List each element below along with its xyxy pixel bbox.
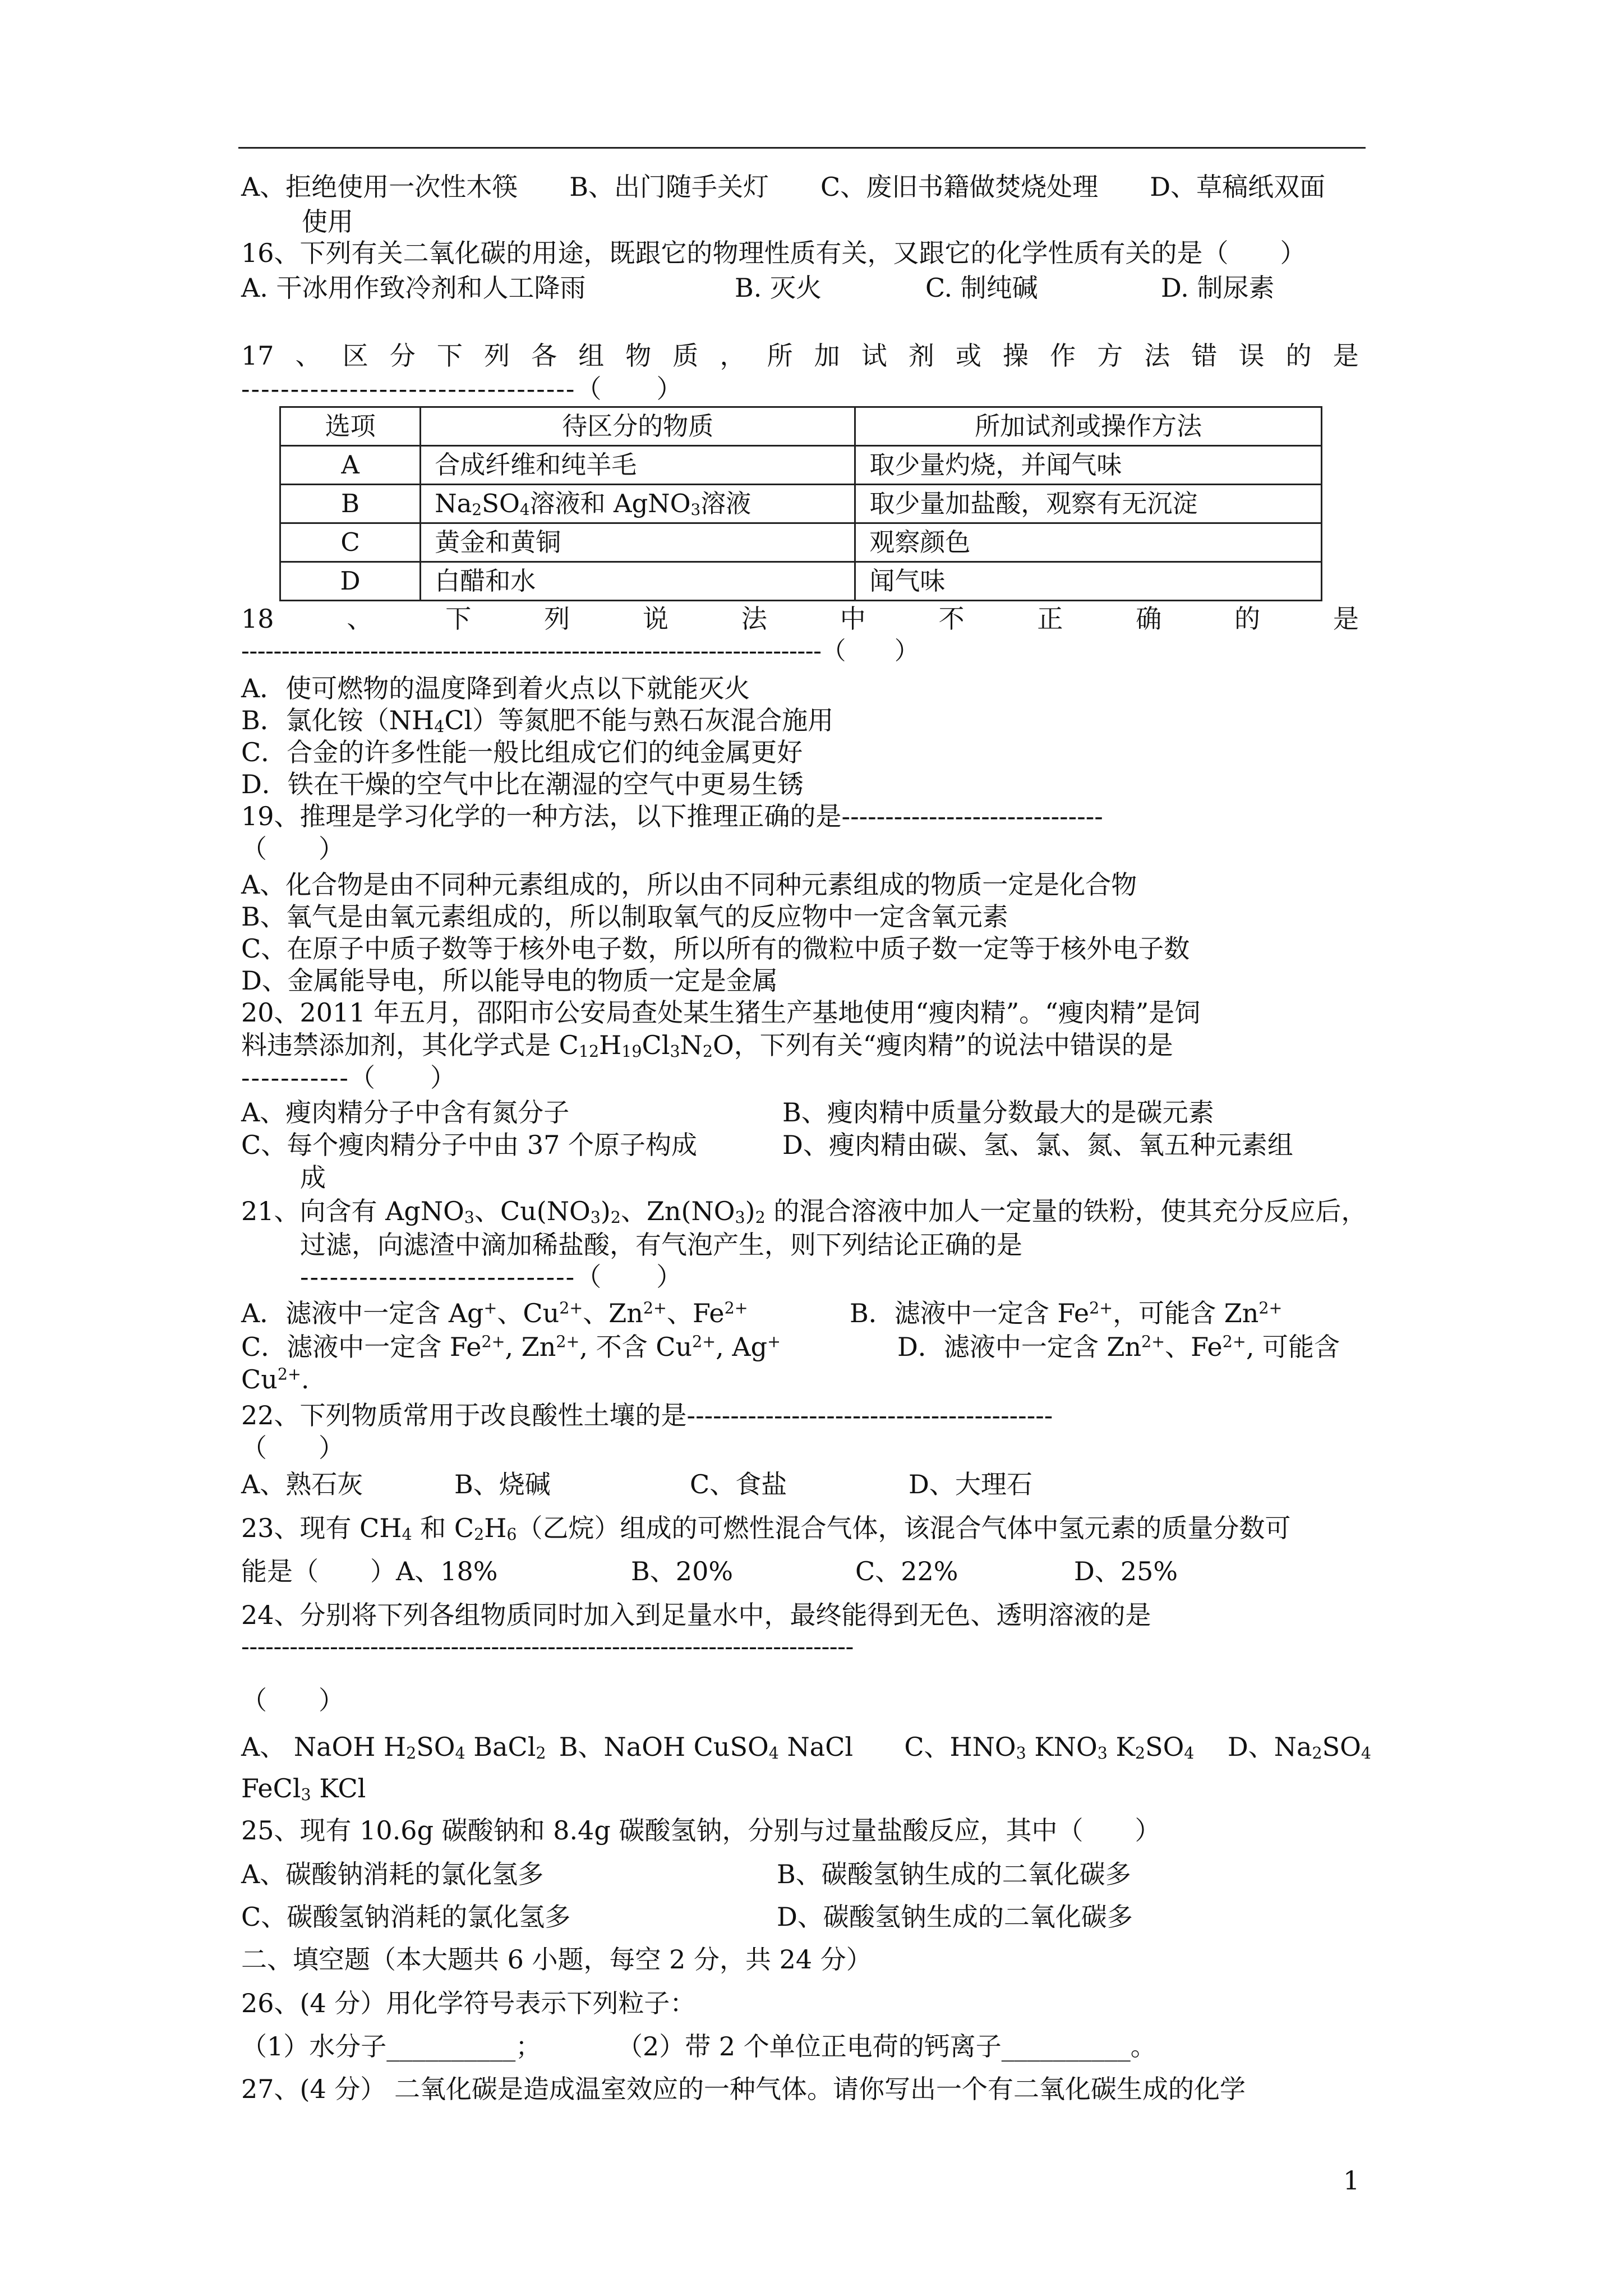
q16-option-d: D. 制尿素 (1161, 273, 1275, 303)
q20-option-b: B、瘦肉精中质量分数最大的是碳元素 (782, 1097, 1214, 1128)
q19-stem: 19、推理是学习化学的一种方法，以下推理正确的是------------------------------ (241, 801, 1103, 831)
q18-stem (241, 601, 1359, 636)
q17-stem-char: 区 (342, 341, 368, 371)
q17-stem-char: 剂 (908, 341, 934, 371)
q17-col-items: 待区分的物质 (421, 407, 855, 446)
q24-stem: 24、分别将下列各组物质同时加入到足量水中，最终能得到无色、透明溶液的是 (241, 1600, 1151, 1630)
q27-stem: 27、(4 分） 二氧化碳是造成温室效应的一种气体。请你写出一个有二氧化碳生成的化学 (241, 2074, 1246, 2104)
q21-options-cd (241, 1329, 1371, 1364)
q17-stem-char: 试 (861, 341, 887, 371)
q19-answer-paren: （ ） (241, 834, 344, 864)
q18-option-a: A．使可燃物的温度降到着火点以下就能灭火 (241, 673, 750, 703)
q17-stem-char: 方 (1097, 341, 1123, 371)
q25-options-ab (241, 1857, 1371, 1892)
q18-stem-char: 正 (1037, 604, 1063, 634)
table-row (280, 485, 1322, 523)
q17-stem-char: 所 (767, 341, 793, 371)
q23-options (241, 1554, 1371, 1589)
q17-row-option: C (280, 523, 421, 562)
q17-stem-char: 组 (578, 341, 605, 371)
q17-stem-char: 物 (625, 341, 652, 371)
q26-stem: 26、(4 分）用化学符号表示下列粒子： (241, 1988, 696, 2018)
q21-option-b: B．滤液中一定含 $Fe^{2+}$，可能含 $Zn^{2+}$ (850, 1298, 1283, 1328)
q21-option-d-cont: $Cu^{2+}$. (241, 1364, 310, 1395)
q24-option-d: D、$Na_2SO_4$ (1227, 1732, 1371, 1763)
q18-stem-char: 列 (544, 604, 570, 634)
q17-stem-char: 列 (484, 341, 510, 371)
section-fill-in-title: 二、填空题（本大题共 6 小题，每空 2 分，共 24 分） (241, 1944, 872, 1975)
q17-stem-char: 或 (955, 341, 981, 371)
q19-option-b: B、氧气是由氧元素组成的，所以制取氧气的反应物中一定含氧元素 (241, 901, 1008, 932)
q19-option-d: D、金属能导电，所以能导电的物质一定是金属 (241, 965, 778, 996)
q22-option-c: C、食盐 (690, 1469, 787, 1499)
q20-options-ab (241, 1095, 1371, 1130)
q17-row-method: 取少量加盐酸，观察有无沉淀 (855, 485, 1322, 523)
q24-answer-line: ---------------------------------------------------------------------------- (241, 1632, 854, 1661)
q15-options-cont: 使用 (302, 206, 353, 237)
table-row (280, 562, 1322, 601)
q17-answer-line: ----------------------------------（ ） (241, 374, 684, 404)
q20-option-a: A、瘦肉精分子中含有氮分子 (241, 1097, 570, 1128)
q22-options (241, 1467, 1371, 1502)
q20-stem-line2: 料违禁添加剂，其化学式是 $C_{12}H_{19}Cl_3N_2O$，下列有关“瘦肉精”的说法中错误的是 (241, 1030, 1173, 1061)
q16-option-c: C. 制纯碱 (925, 273, 1038, 303)
q21-options-ab (241, 1296, 1371, 1331)
q17-stem-char: 下 (436, 341, 463, 371)
q18-stem-char: 下 (445, 604, 472, 634)
q17-stem-char: 质 (672, 341, 699, 371)
q18-stem-char: 、 (347, 604, 373, 634)
q24-option-d-cont: FeCl$_3$ KCl (241, 1773, 366, 1805)
q17-row-method: 闻气味 (855, 562, 1322, 601)
q20-option-c: C、每个瘦肉精分子中由 37 个原子构成 (241, 1130, 697, 1160)
q19-option-c: C、在原子中质子数等于核外电子数，所以所有的微粒中质子数一定等于核外电子数 (241, 933, 1190, 964)
q25-options-cd (241, 1899, 1371, 1934)
q17-stem-char: 各 (531, 341, 557, 371)
q25-option-d: D、碳酸氢钠生成的二氧化碳多 (777, 1902, 1133, 1932)
q21-option-c: C．滤液中一定含 $Fe^{2+}$, $Zn^{2+}$, 不含 $Cu^{2+}$, Ag+ (241, 1332, 781, 1362)
q17-row-method: 取少量灼烧，并闻气味 (855, 446, 1322, 485)
q17-stem-char: 、 (295, 341, 321, 371)
q17-stem-char: 作 (1050, 341, 1076, 371)
q17-table-header (280, 407, 1322, 446)
q18-stem-char: 18 (241, 604, 274, 634)
q23-option-d: D、25% (1074, 1556, 1178, 1586)
q18-stem-char: 中 (840, 604, 866, 634)
q17-col-method: 所加试剂或操作方法 (855, 407, 1322, 446)
q21-option-d: D．滤液中一定含 $Zn^{2+}$、$Fe^{2+}$, 可能含 (897, 1332, 1340, 1362)
q23-option-a: 能是（ ）A、18% (241, 1556, 498, 1586)
q18-answer-line: ------------------------------------------------------------------------（ ） (241, 637, 919, 665)
q20-option-d: D、瘦肉精由碳、氢、氯、氮、氧五种元素组 (782, 1130, 1293, 1160)
q17-stem-char: ， (720, 341, 746, 371)
q17-col-option: 选项 (280, 407, 421, 446)
q16-options (241, 270, 1371, 305)
q22-option-a: A、熟石灰 (241, 1469, 363, 1499)
q23-option-b: B、20% (631, 1556, 734, 1586)
table-row (280, 446, 1322, 485)
q21-option-a: A．滤液中一定含 Ag+、$Cu^{2+}$、$Zn^{2+}$、$Fe^{2+}$ (241, 1298, 748, 1328)
page-number: 1 (1343, 2165, 1360, 2196)
q16-option-b: B. 灭火 (735, 273, 822, 303)
q25-stem: 25、现有 10.6g 碳酸钠和 8.4g 碳酸氢钠，分别与过量盐酸反应，其中（ ） (241, 1815, 1161, 1846)
q26-part-1: （1）水分子__________； (241, 2031, 542, 2062)
q17-stem-char: 错 (1191, 341, 1218, 371)
q18-stem-char: 确 (1136, 604, 1162, 634)
q22-option-d: D、大理石 (909, 1469, 1032, 1499)
q17-stem (241, 338, 1359, 373)
q18-option-b: B．氯化铵$(NH_4Cl)$等氮肥不能与熟石灰混合施用 (241, 705, 834, 737)
q17-row-items: 白醋和水 (421, 562, 855, 601)
q17-stem-char: 操 (1003, 341, 1029, 371)
q18-stem-char: 是 (1333, 604, 1359, 634)
q17-stem-char: 17 (241, 341, 274, 371)
q25-option-c: C、碳酸氢钠消耗的氯化氢多 (241, 1902, 571, 1932)
q17-table (279, 406, 1322, 601)
q24-answer-paren: （ ） (241, 1685, 344, 1715)
q24-option-a: A、 NaOH $H_2SO_4$ BaCl$_2$ (241, 1732, 546, 1763)
table-row (280, 523, 1322, 562)
q20-stem-line1: 20、2011 年五月，邵阳市公安局查处某生猪生产基地使用“瘦肉精”。“瘦肉精”是饲 (241, 997, 1201, 1028)
q16-option-a: A. 干冰用作致冷剂和人工降雨 (241, 273, 586, 303)
q23-stem-line1: 23、现有 $CH_4$ 和 $C_2H_6$（乙烷）组成的可燃性混合气体，该混合气体中氢元素的质量分数可 (241, 1513, 1291, 1544)
q20-answer-line: -----------（ ） (241, 1062, 457, 1093)
q22-option-b: B、烧碱 (454, 1469, 551, 1499)
q18-stem-char: 法 (741, 604, 767, 634)
q17-row-option: D (280, 562, 421, 601)
q24-option-c: C、$HNO_3$ $KNO_3$ $K_2SO_4$ (904, 1732, 1195, 1763)
q17-stem-char: 是 (1332, 341, 1359, 371)
q18-stem-char: 说 (642, 604, 668, 634)
q26-parts (241, 2029, 1371, 2064)
q21-stem-line1: 21、向含有 AgNO$_3$、$Cu(NO_3)_2$、$Zn(NO_3)_2$ 的混合溶液中加人一定量的铁粉，使其充分反应后， (241, 1196, 1367, 1227)
q21-stem-line2: 过滤，向滤渣中滴加稀盐酸，有气泡产生，则下列结论正确的是 (300, 1230, 1022, 1260)
q16-stem: 16、下列有关二氧化碳的用途，既跟它的物理性质有关，又跟它的化学性质有关的是（ ） (241, 238, 1306, 268)
q17-row-method: 观察颜色 (855, 523, 1322, 562)
q18-option-c: C．合金的许多性能一般比组成它们的纯金属更好 (241, 737, 803, 767)
q24-options (241, 1729, 1371, 1764)
q25-option-a: A、碳酸钠消耗的氯化氢多 (241, 1859, 544, 1889)
q17-stem-char: 误 (1238, 341, 1265, 371)
q17-stem-char: 分 (389, 341, 416, 371)
q22-answer-paren: （ ） (241, 1433, 344, 1463)
q15-options: A、拒绝使用一次性木筷 B、出门随手关灯 C、废旧书籍做焚烧处理 D、草稿纸双面 (241, 172, 1326, 202)
q18-option-d: D．铁在干燥的空气中比在潮湿的空气中更易生锈 (241, 769, 804, 799)
q18-stem-char: 不 (938, 604, 965, 634)
q26-part-2: （2）带 2 个单位正电荷的钙离子__________。 (617, 2031, 1156, 2062)
q17-row-items: $Na_2SO_4$溶液和 AgNO$_3$溶液 (421, 485, 855, 523)
q17-stem-char: 法 (1144, 341, 1170, 371)
q21-answer-line: ----------------------------（ ） (300, 1262, 684, 1292)
q17-row-option: B (280, 485, 421, 523)
q25-option-b: B、碳酸氢钠生成的二氧化碳多 (777, 1859, 1131, 1889)
q17-row-items: 黄金和黄铜 (421, 523, 855, 562)
header-rule (238, 147, 1366, 149)
q19-option-a: A、化合物是由不同种元素组成的，所以由不同种元素组成的物质一定是化合物 (241, 869, 1137, 900)
q17-row-items: 合成纤维和纯羊毛 (421, 446, 855, 485)
q24-option-b: B、NaOH CuSO$_4$ NaCl (559, 1732, 854, 1763)
q22-stem: 22、下列物质常用于改良酸性土壤的是------------------------------------------ (241, 1400, 1053, 1430)
q20-option-d-cont: 成 (300, 1162, 326, 1193)
q20-options-cd (241, 1128, 1371, 1162)
q17-stem-char: 的 (1285, 341, 1312, 371)
q17-stem-char: 加 (814, 341, 840, 371)
q18-stem-char: 的 (1234, 604, 1261, 634)
q17-row-option: A (280, 446, 421, 485)
q23-option-c: C、22% (855, 1556, 958, 1586)
